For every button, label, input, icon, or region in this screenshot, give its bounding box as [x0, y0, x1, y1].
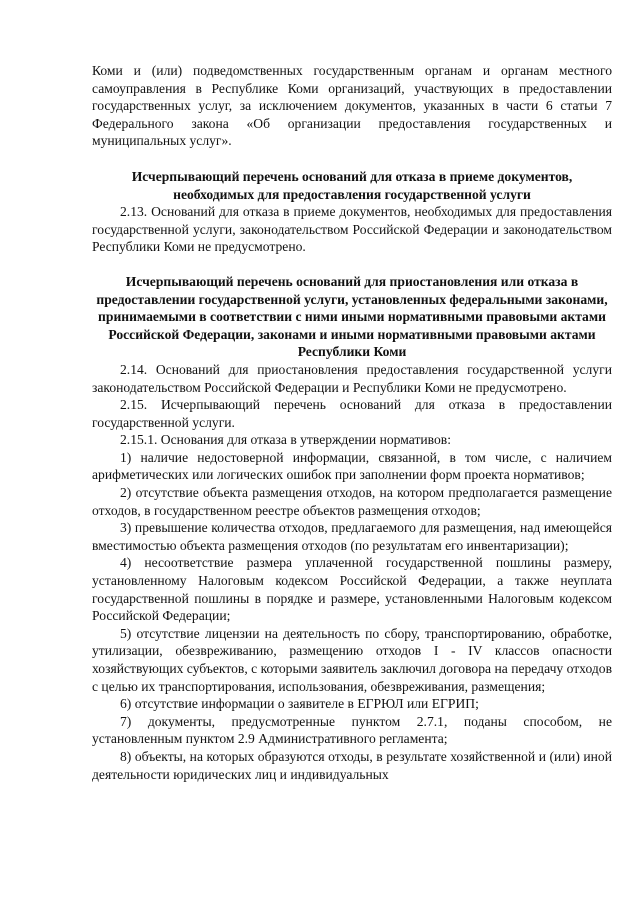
paragraph-2-13: 2.13. Оснований для отказа в приеме документов, необходимых для предоставления государственной услуги, законодательством Российской Федерации и законодательством Республики Коми не предусмотрено.	[92, 204, 612, 255]
intro-paragraph: Коми и (или) подведомственных государственным органам и органам местного самоуправления в Республике Коми организаций, участвующих в предоставлении государственных услуг, за исключением документов, указанных в части 6 статьи 7 Федерального закона «Об организации предоставления государственных и муниципальных услуг».	[92, 63, 612, 149]
list-item-7: 7) документы, предусмотренные пунктом 2.7.1, поданы способом, не установленным пунктом 2.9 Административного регламента;	[92, 713, 612, 747]
list-item-4: 4) несоответствие размера уплаченной государственной пошлины размеру, установленному Налоговым кодексом Российской Федерации, а также неуплата государственной пошлины в порядке и размере, установленными Налоговым кодексом Российской Федерации;	[92, 555, 612, 624]
document-page	[92, 62, 612, 783]
paragraph-2-15-1: 2.15.1. Основания для отказа в утверждении нормативов:	[120, 432, 451, 448]
heading-refusal-acceptance: Исчерпывающий перечень оснований для отказа в приеме документов, необходимых для предоставления государственной услуги	[131, 168, 573, 202]
paragraph-2-15: 2.15. Исчерпывающий перечень оснований для отказа в предоставлении государственной услуги.	[92, 397, 612, 430]
list-item-5: 5) отсутствие лицензии на деятельность по сбору, транспортированию, обработке, утилизации, обезвреживанию, размещению отходов I - IV классов опасности хозяйствующих субъектов, с которыми заявитель заключил договора на передачу отходов с целью их транспортирования, использования, обезвреживания, размещения;	[92, 625, 612, 694]
list-item-6: 6) отсутствие информации о заявителе в ЕГРЮЛ или ЕГРИП;	[120, 696, 479, 712]
heading-suspension-refusal: Исчерпывающий перечень оснований для приостановления или отказа в предоставлении государственной услуги, установленных федеральными законами, принимаемыми в соответствии с ними иными нормативными правовыми актами Российской Федерации, законами и иными нормативными правовыми актами Республики Коми	[96, 273, 608, 360]
list-item-3: 3) превышение количества отходов, предлагаемого для размещения, над имеющейся вместимостью объекта размещения отходов (по результатам его инвентаризации);	[92, 520, 612, 553]
list-item-2: 2) отсутствие объекта размещения отходов, на котором предполагается размещение отходов, в государственном реестре объектов размещения отходов;	[92, 485, 612, 518]
list-item-8: 8) объекты, на которых образуются отходы, в результате хозяйственной и (или) иной деятельности юридических лиц и индивидуальных	[92, 748, 612, 782]
list-item-1: 1) наличие недостоверной информации, связанной, в том числе, с наличием арифметических или логических ошибок при заполнении форм проекта нормативов;	[92, 449, 612, 483]
paragraph-2-14: 2.14. Оснований для приостановления предоставления государственной услуги законодательством Российской Федерации и Республики Коми не предусмотрено.	[92, 361, 612, 395]
